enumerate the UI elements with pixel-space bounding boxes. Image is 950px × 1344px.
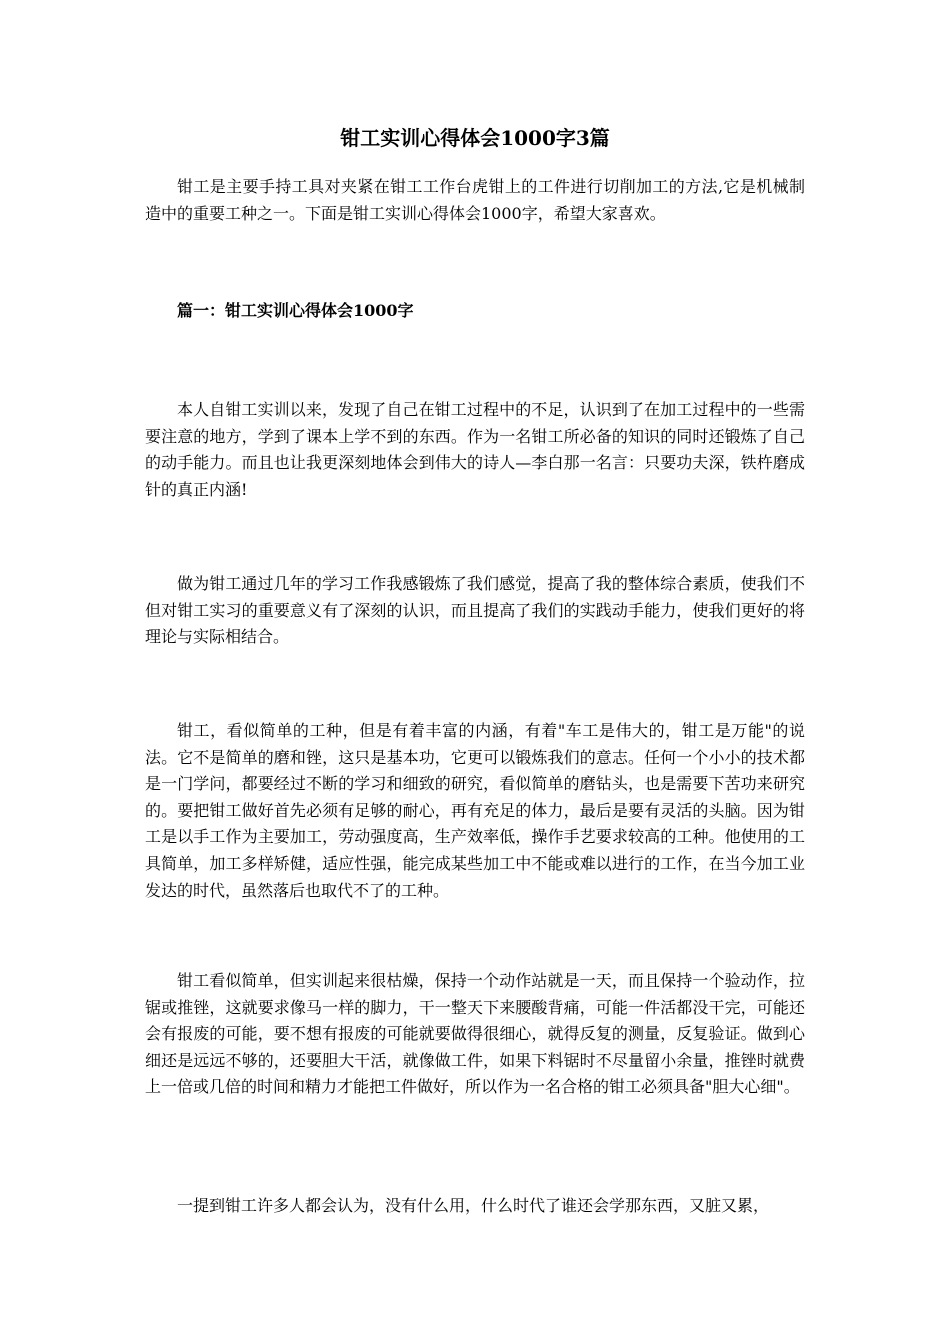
body-paragraph-4: 钳工看似简单，但实训起来很枯燥，保持一个动作站就是一天，而且保持一个验动作，拉锯或推锉，这就要求像马一样的脚力，干一整天下来腰酸背痛，可能一件活都没干完，可能还会有报废的可能，要不想有报废的可能就要做得很细心，就得反复的测量，反复验证。做到心细还是远远不够的，还要胆大干活，就像做工件，如果下料锯时不尽量留小余量，推锉时就费上一倍或几倍的时间和精力才能把工件做好，所以作为一名合格的钳工必须具备"胆大心细"。 xyxy=(145,971,805,1097)
body-paragraph-1: 本人自钳工实训以来，发现了自己在钳工过程中的不足，认识到了在加工过程中的一些需要注意的地方，学到了课本上学不到的东西。作为一名钳工所必备的知识的同时还锻炼了自己的动手能力。而且也让我更深刻地体会到伟大的诗人—李白那一名言：只要功夫深，铁杵磨成针的真正内涵! xyxy=(145,400,805,499)
intro-paragraph: 钳工是主要手持工具对夹紧在钳工工作台虎钳上的工件进行切削加工的方法,它是机械制造中的重要工种之一。下面是钳工实训心得体会1000字，希望大家喜欢。 xyxy=(145,177,805,223)
section-heading: 篇一：钳工实训心得体会1000字 xyxy=(177,301,414,320)
body-paragraph-3: 钳工，看似简单的工种，但是有着丰富的内涵，有着"车工是伟大的，钳工是万能"的说法。它不是简单的磨和锉，这只是基本功，它更可以锻炼我们的意志。任何一个小小的技术都是一门学问，都要经过不断的学习和细致的研究，看似简单的磨钻头，也是需要下苦功来研究的。要把钳工做好首先必须有足够的耐心，再有充足的体力，最后是要有灵活的头脑。因为钳工是以手工作为主要加工，劳动强度高，生产效率低，操作手艺要求较高的工种。他使用的工具简单，加工多样矫健，适应性强，能完成某些加工中不能或难以进行的工作，在当今加工业发达的时代，虽然落后也取代不了的工种。 xyxy=(145,721,805,900)
body-paragraph-5: 一提到钳工许多人都会认为，没有什么用，什么时代了谁还会学那东西，又脏又累， xyxy=(177,1196,770,1215)
document-title: 钳工实训心得体会1000字3篇 xyxy=(340,126,610,150)
body-paragraph-2: 做为钳工通过几年的学习工作我感锻炼了我们感觉，提高了我的整体综合素质，使我们不但对钳工实习的重要意义有了深刻的认识，而且提高了我们的实践动手能力，使我们更好的将理论与实际相结合。 xyxy=(145,574,805,647)
